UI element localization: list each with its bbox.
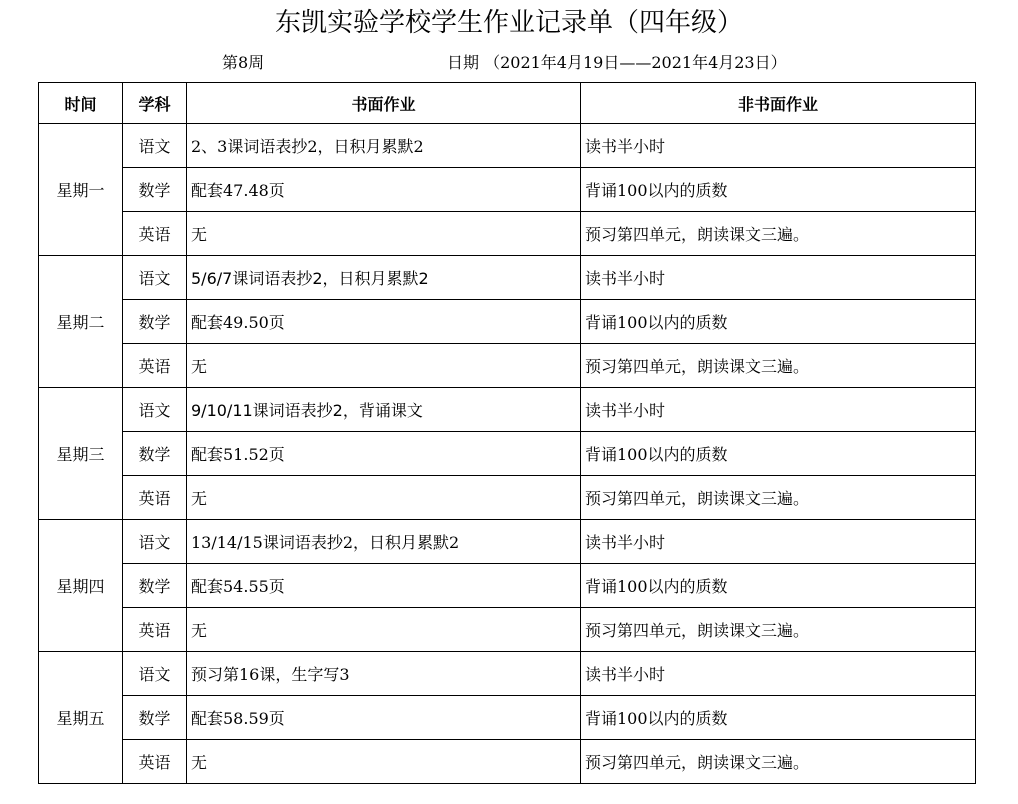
week-label: 第8周 <box>222 53 265 72</box>
column-header-time: 时间 <box>39 83 123 124</box>
subject-cell: 数学 <box>123 564 187 608</box>
written-cell: 配套51.52页 <box>187 432 581 476</box>
subject-cell: 数学 <box>123 432 187 476</box>
table-row <box>39 300 976 344</box>
day-cell: 星期二 <box>39 256 123 388</box>
table-row <box>39 564 976 608</box>
written-cell: 无 <box>187 212 581 256</box>
subject-cell: 英语 <box>123 608 187 652</box>
nonwritten-cell: 预习第四单元，朗读课文三遍。 <box>581 740 976 784</box>
nonwritten-cell: 预习第四单元，朗读课文三遍。 <box>581 476 976 520</box>
written-cell: 无 <box>187 740 581 784</box>
table-row <box>39 696 976 740</box>
nonwritten-cell: 背诵100以内的质数 <box>581 300 976 344</box>
nonwritten-cell: 读书半小时 <box>581 652 976 696</box>
nonwritten-cell: 预习第四单元，朗读课文三遍。 <box>581 608 976 652</box>
table-row <box>39 432 976 476</box>
subject-cell: 语文 <box>123 388 187 432</box>
column-header-nonwritten: 非书面作业 <box>581 83 976 124</box>
written-cell: 13/14/15课词语表抄2，日积月累默2 <box>187 520 581 564</box>
day-cell: 星期三 <box>39 388 123 520</box>
table-row <box>39 124 976 168</box>
subject-cell: 数学 <box>123 300 187 344</box>
subject-cell: 英语 <box>123 344 187 388</box>
table-row <box>39 388 976 432</box>
written-cell: 预习第16课，生字写3 <box>187 652 581 696</box>
written-cell: 配套49.50页 <box>187 300 581 344</box>
written-cell: 配套47.48页 <box>187 168 581 212</box>
table-row <box>39 608 976 652</box>
nonwritten-cell: 预习第四单元，朗读课文三遍。 <box>581 212 976 256</box>
homework-table <box>38 82 976 784</box>
subject-cell: 英语 <box>123 212 187 256</box>
table-row <box>39 256 976 300</box>
written-cell: 无 <box>187 476 581 520</box>
written-cell: 9/10/11课词语表抄2，背诵课文 <box>187 388 581 432</box>
nonwritten-cell: 读书半小时 <box>581 124 976 168</box>
column-header-subject: 学科 <box>123 83 187 124</box>
table-row <box>39 212 976 256</box>
subject-cell: 数学 <box>123 168 187 212</box>
nonwritten-cell: 背诵100以内的质数 <box>581 168 976 212</box>
day-cell: 星期五 <box>39 652 123 784</box>
day-cell: 星期四 <box>39 520 123 652</box>
nonwritten-cell: 预习第四单元，朗读课文三遍。 <box>581 344 976 388</box>
written-cell: 无 <box>187 344 581 388</box>
written-cell: 2、3课词语表抄2，日积月累默2 <box>187 124 581 168</box>
table-header-row <box>39 83 976 124</box>
nonwritten-cell: 读书半小时 <box>581 256 976 300</box>
subject-cell: 语文 <box>123 256 187 300</box>
table-row <box>39 652 976 696</box>
nonwritten-cell: 背诵100以内的质数 <box>581 696 976 740</box>
nonwritten-cell: 背诵100以内的质数 <box>581 432 976 476</box>
subject-cell: 数学 <box>123 696 187 740</box>
table-row <box>39 740 976 784</box>
written-cell: 配套58.59页 <box>187 696 581 740</box>
nonwritten-cell: 背诵100以内的质数 <box>581 564 976 608</box>
table-row <box>39 476 976 520</box>
date-range: 日期 （2021年4月19日——2021年4月23日） <box>447 53 787 72</box>
column-header-written: 书面作业 <box>187 83 581 124</box>
table-row <box>39 168 976 212</box>
subject-cell: 语文 <box>123 124 187 168</box>
table-row <box>39 520 976 564</box>
subject-cell: 语文 <box>123 652 187 696</box>
table-row <box>39 344 976 388</box>
subject-cell: 语文 <box>123 520 187 564</box>
written-cell: 配套54.55页 <box>187 564 581 608</box>
nonwritten-cell: 读书半小时 <box>581 388 976 432</box>
nonwritten-cell: 读书半小时 <box>581 520 976 564</box>
written-cell: 5/6/7课词语表抄2，日积月累默2 <box>187 256 581 300</box>
written-cell: 无 <box>187 608 581 652</box>
subject-cell: 英语 <box>123 476 187 520</box>
day-cell: 星期一 <box>39 124 123 256</box>
subject-cell: 英语 <box>123 740 187 784</box>
page-title: 东凯实验学校学生作业记录单（四年级） <box>274 8 743 38</box>
